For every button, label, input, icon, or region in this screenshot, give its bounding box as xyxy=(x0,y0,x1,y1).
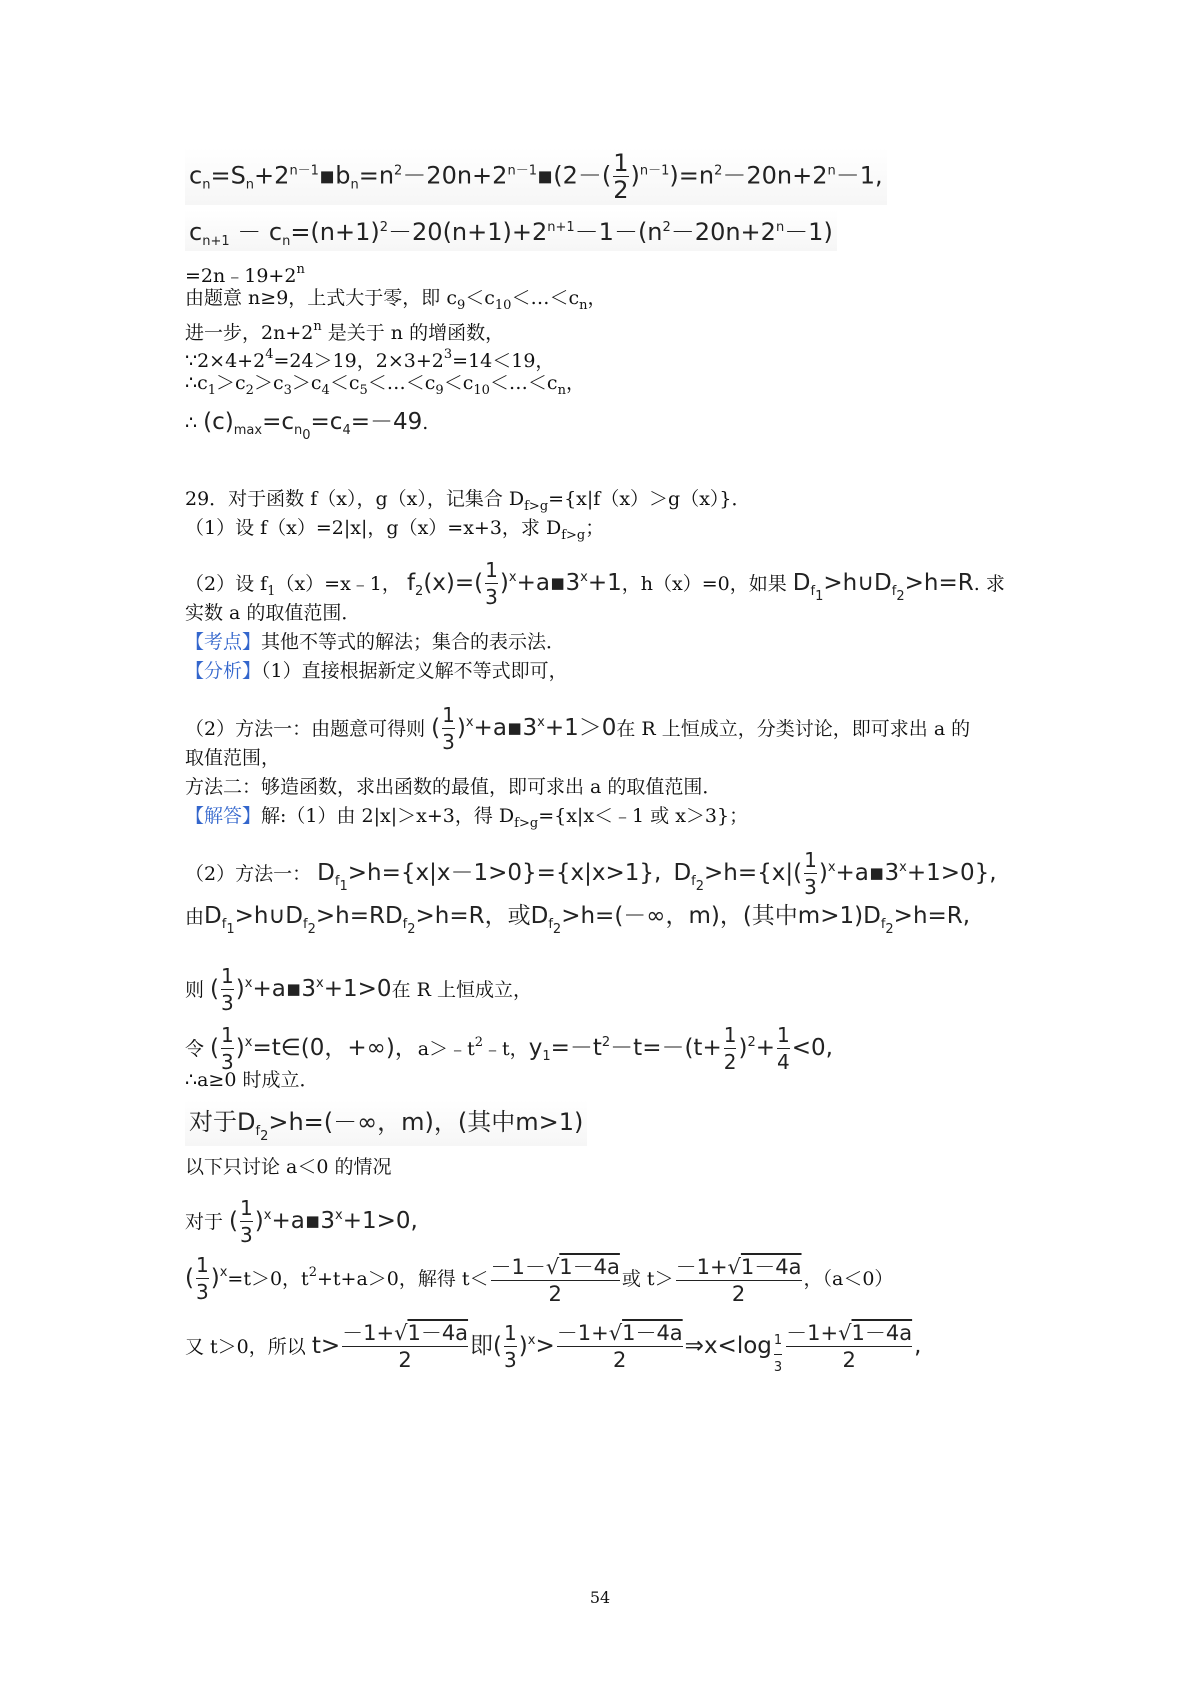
jieda-tag: 【解答】 xyxy=(185,805,262,827)
line-l5: 进一步，$2n+2^n$ 是关于 n 的增函数， xyxy=(185,319,505,344)
formula-cn1-cn: $c_{n+1} - c_n=(n+1)^2-20(n+1)+2^{n+1}-1-(n^2-20n+2^n-1)$ xyxy=(185,210,837,251)
fenxi-tag: 【分析】 xyxy=(185,660,262,682)
jieda-line-10: ( $\frac{1}{3}$ )$^x$=t＞0，$t^2+t+a>0$，解得 t＜ $\frac{-1-√1-4a}{2}$ 或 t＞ $\frac{-1+√1-4a}{2}$ ，（a＜0） xyxy=(185,1253,894,1306)
jieda-line-2: （2）方法一： $D_{f_1}>h=\{x|x-1>0\}=\{x|x>1\}$, $D_{f_2}>h=\{x|$( $\frac{1}{3}$ )$^x+a▪3^x+1>0$}, xyxy=(185,848,997,899)
formula-cn: $c_n=S_n+2^{n-1}▪b_n=n^2-20n+2^{n-1}▪(2-$( $\frac{1}{2}$ )$^{n-1})=n^2-20n+2^n-1$, xyxy=(185,148,887,205)
jieda-line: 【解答】解:（1）由 2|x|＞x+3，得 $D_{f>g}=\{x|x<﹣1$ 或 x＞3}； xyxy=(185,805,749,831)
question-29: 29．对于函数 f（x），g（x），记集合 $D_{f>g}=\{x|f(x)>g(x)\}$． xyxy=(185,488,751,514)
line-l7: $\therefore c_1>c_2>c_3>c_4<c_5<\dots<c_9<c_{10}<\dots<c_n$， xyxy=(185,372,585,398)
fenxi-line-2: （2）方法一：由题意可得则 ( $\frac{1}{3}$ )$^x+a▪3^x+1>0$在 R 上恒成立，分类讨论，即可求出 a 的 xyxy=(185,703,971,754)
question-29-part1: （1）设 f（x）=2|x|，g（x）=x+3，求 $D_{f>g}$； xyxy=(185,517,605,543)
page-number: 54 xyxy=(589,1588,611,1607)
formula-jieda-7: 对于$D_{f_2}>h=(-\infty$，m)，(其中m>1) xyxy=(185,1100,587,1146)
line-l4: 由题意 n≥9，上式大于零，即 $c_9<c_{10}<\dots<c_n$， xyxy=(185,287,607,313)
question-29-part2: （2）设 $f_1(x)=x﹣1$， $f_2(x)=$( $\frac{1}{3}$ )$^x+a▪3^x+1$，h（x）=0，如果 $D_{f_1}>h\cup D_{f_2}>h=R$. 求 xyxy=(185,558,1005,609)
fenxi-line: 【分析】（1）直接根据新定义解不等式即可， xyxy=(185,660,568,682)
line-l8: ∴ $(c)_{max}=c_{n_0}=c_4=-49$. xyxy=(185,409,429,443)
jieda-line-8: 以下只讨论 a＜0 的情况 xyxy=(185,1156,392,1178)
jieda-line-3: 由$D_{f_1}>h\cup D_{f_2}>h=RD_{f_2}>h=R$，或$D_{f_2}>h=(-\infty$，m)，(其中$m>1)D_{f_2}>h=R$, xyxy=(185,903,971,937)
fenxi-line-3: 取值范围， xyxy=(185,747,281,769)
line-q29-3: 实数 a 的取值范围． xyxy=(185,602,361,624)
line-l3: $=2n﹣19+2^n$ xyxy=(185,262,305,287)
fenxi-line-4: 方法二：够造函数，求出函数的最值，即可求出 a 的取值范围． xyxy=(185,776,722,798)
jieda-line-11: 又 t＞0，所以 t> $\frac{-1+√1-4a}{2}$ 即( $\frac{1}{3}$ )$^x$> $\frac{-1+√1-4a}{2}$ ⇒x<log $_{\frac{1}{3}}$ $\frac{-1+√1-4a}{2}$ , xyxy=(185,1321,922,1375)
jieda-line-4: 则 ( $\frac{1}{3}$ )$^x+a▪3^x+1>0$在 R 上恒成立， xyxy=(185,964,532,1015)
jieda-line-5: 令 ( $\frac{1}{3}$ )$^x$=t∈(0，+∞)，$a>﹣t^2﹣t$，$y_1=-t^2-t=-(t+$ $\frac{1}{2}$ )$^2$+ $\frac{1}{4}$ <0, xyxy=(185,1023,833,1074)
line-l6: $\because 2\times 4+2^4=24>19$，$2\times 3+2^3=14<19$， xyxy=(185,347,555,372)
jieda-line-6: ∴a≥0 时成立． xyxy=(185,1069,319,1091)
kaodian-tag: 【考点】 xyxy=(185,631,262,653)
kaodian-line: 【考点】其他不等式的解法；集合的表示法． xyxy=(185,631,566,653)
jieda-line-9: 对于 ( $\frac{1}{3}$ )$^x+a▪3^x+1>0$, xyxy=(185,1196,418,1247)
